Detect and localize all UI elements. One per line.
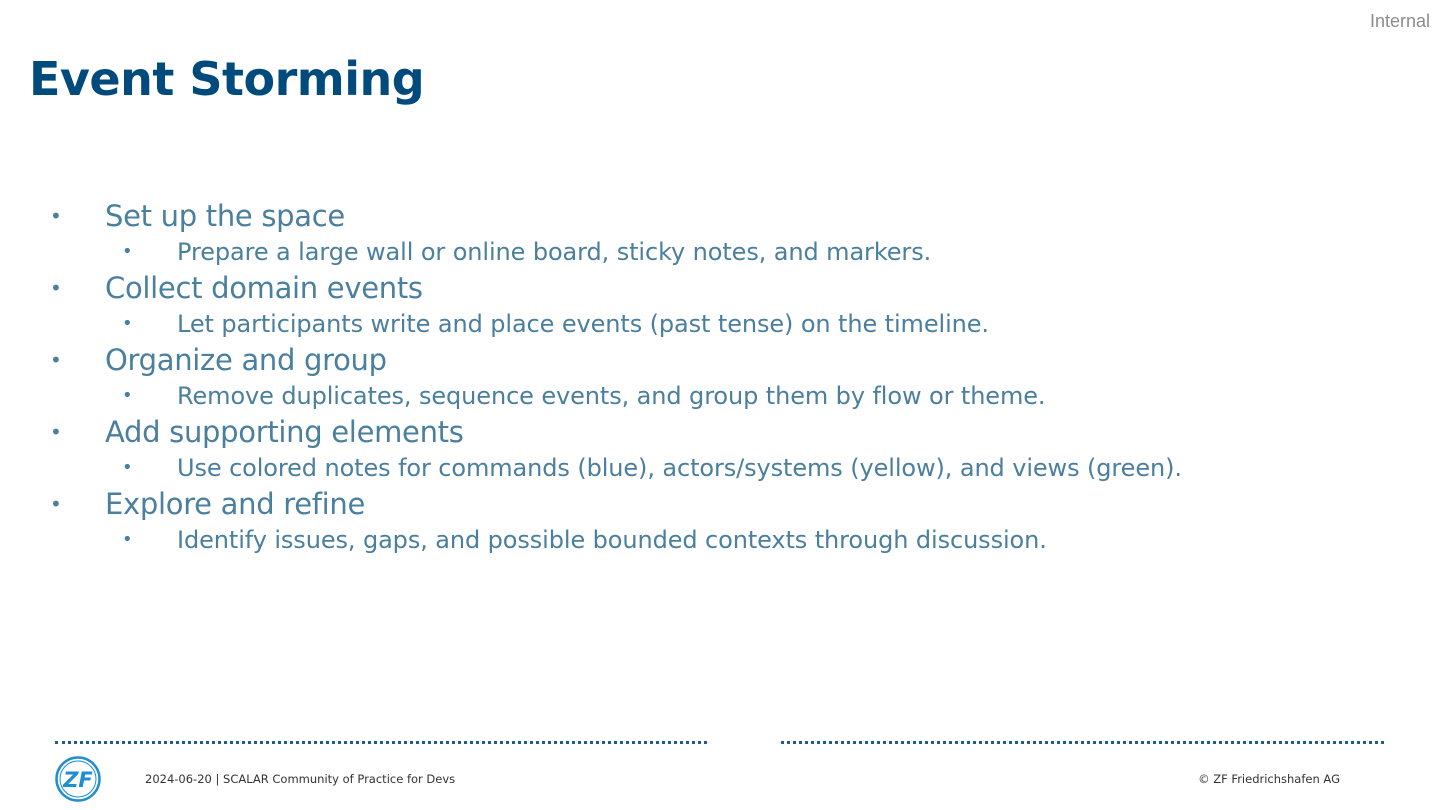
sub-bullet-dot: • [122,385,133,406]
slide-title: Event Storming [29,52,425,106]
zf-logo-icon [55,756,101,802]
bullet-dot: • [50,492,62,516]
classification-label: Internal [1369,11,1430,31]
sub-bullet-text: Identify issues, gaps, and possible bounded contexts through discussion. [177,526,1047,554]
bullet-dot: • [50,420,62,444]
footer-copyright: © ZF Friedrichshafen AG [1198,772,1340,786]
footer-divider-right [781,741,1384,744]
footer-divider-left [55,741,707,744]
bullet-item-setup [0,198,1440,234]
sub-bullet-item [0,306,1440,342]
bullet-dot: • [50,204,62,228]
bullet-heading: Set up the space [105,199,345,233]
sub-bullet-text: Use colored notes for commands (blue), actors/systems (yellow), and views (green). [177,454,1182,482]
bullet-heading: Organize and group [105,343,387,377]
sub-bullet-text: Prepare a large wall or online board, sticky notes, and markers. [177,238,932,266]
bullet-item-supporting [0,414,1440,450]
bullet-heading: Add supporting elements [105,415,464,449]
sub-bullet-text: Remove duplicates, sequence events, and group them by flow or theme. [177,382,1046,410]
bullet-heading: Explore and refine [105,487,366,521]
bullet-list [0,198,1440,558]
sub-bullet-item [0,450,1440,486]
sub-bullet-item [0,522,1440,558]
sub-bullet-dot: • [122,529,133,550]
sub-bullet-dot: • [122,313,133,334]
bullet-dot: • [50,276,62,300]
sub-bullet-dot: • [122,457,133,478]
bullet-item-organize [0,342,1440,378]
zf-logo-text: ZF [63,768,93,792]
footer-date-and-event: 2024-06-20 | SCALAR Community of Practice for Devs [145,772,456,786]
bullet-item-collect [0,270,1440,306]
bullet-item-explore [0,486,1440,522]
sub-bullet-text: Let participants write and place events (past tense) on the timeline. [177,310,989,338]
bullet-heading: Collect domain events [105,271,423,305]
sub-bullet-dot: • [122,241,133,262]
sub-bullet-item [0,378,1440,414]
sub-bullet-item [0,234,1440,270]
bullet-dot: • [50,348,62,372]
